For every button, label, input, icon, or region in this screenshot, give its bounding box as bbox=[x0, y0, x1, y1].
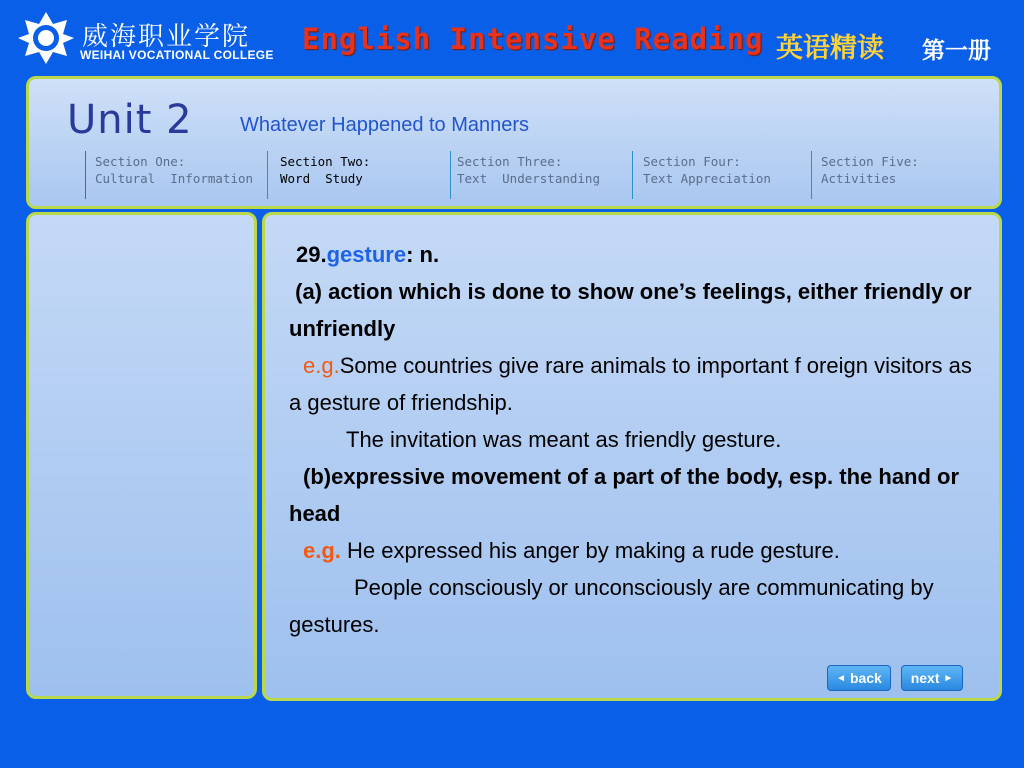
unit-subtitle: Whatever Happened to Manners bbox=[240, 114, 530, 136]
course-title-en: English Intensive Reading bbox=[302, 22, 764, 56]
tab-section-one-title: Section One: bbox=[95, 154, 186, 169]
example-b1: He expressed his anger by making a rude gesture. bbox=[340, 538, 840, 563]
course-title-cn: 英语精读 bbox=[776, 33, 884, 64]
tab-section-three-title: Section Three: bbox=[457, 154, 563, 169]
tab-section-four-label: Text Appreciation bbox=[643, 171, 771, 186]
example-label: e.g. bbox=[303, 538, 341, 563]
definition-a: (a) action which is done to show one’s feelings, either friendly or unfriendly bbox=[289, 279, 978, 341]
definition-b: (b)expressive movement of a part of the body, esp. the hand or head bbox=[289, 464, 966, 526]
tab-section-three-label: Text Understanding bbox=[457, 171, 600, 186]
back-button-label: back bbox=[849, 670, 882, 686]
section-divider bbox=[267, 151, 268, 199]
college-name-cn: 威海职业学院 bbox=[82, 22, 251, 52]
book-volume-cn: 第一册 bbox=[922, 38, 991, 64]
tab-section-five-title: Section Five: bbox=[821, 154, 919, 169]
college-logo bbox=[18, 10, 274, 66]
entry-number: 29. bbox=[296, 242, 327, 267]
side-panel bbox=[26, 212, 257, 699]
tab-section-two-title: Section Two: bbox=[280, 154, 371, 169]
tab-section-five[interactable] bbox=[813, 153, 963, 199]
right-triangle-icon: ► bbox=[943, 672, 954, 684]
section-divider bbox=[85, 151, 86, 199]
example-b2: People consciously or unconsciously are communicating by gestures. bbox=[289, 575, 940, 637]
tab-section-one-label: Cultural Information bbox=[95, 171, 254, 186]
college-name-en: WEIHAI VOCATIONAL COLLEGE bbox=[80, 48, 274, 62]
section-divider bbox=[632, 151, 633, 199]
college-emblem-icon bbox=[18, 10, 74, 66]
tab-section-four[interactable] bbox=[635, 153, 811, 199]
back-button[interactable] bbox=[827, 665, 891, 691]
left-triangle-icon: ◄ bbox=[836, 672, 847, 684]
entry-word: gesture bbox=[326, 242, 407, 267]
entry-content bbox=[289, 236, 979, 643]
example-label: e.g. bbox=[303, 353, 340, 378]
unit-title: Unit 2 bbox=[67, 97, 193, 143]
example-a1: Some countries give rare animals to important f oreign visitors as a gesture of friendship. bbox=[289, 353, 978, 415]
next-button[interactable] bbox=[901, 665, 963, 691]
tab-section-two[interactable] bbox=[272, 153, 450, 199]
tab-section-five-label: Activities bbox=[821, 171, 897, 186]
word-study-panel bbox=[262, 212, 1002, 701]
entry-part-of-speech: : n. bbox=[406, 242, 440, 267]
tab-section-four-title: Section Four: bbox=[643, 154, 741, 169]
tab-section-one[interactable] bbox=[87, 153, 267, 199]
tab-section-three[interactable] bbox=[449, 153, 631, 199]
unit-header-panel bbox=[26, 76, 1002, 209]
next-button-label: next bbox=[910, 670, 940, 686]
tab-section-two-label: Word Study bbox=[280, 171, 363, 186]
example-a2: The invitation was meant as friendly gesture. bbox=[346, 427, 782, 452]
section-divider bbox=[811, 151, 812, 199]
